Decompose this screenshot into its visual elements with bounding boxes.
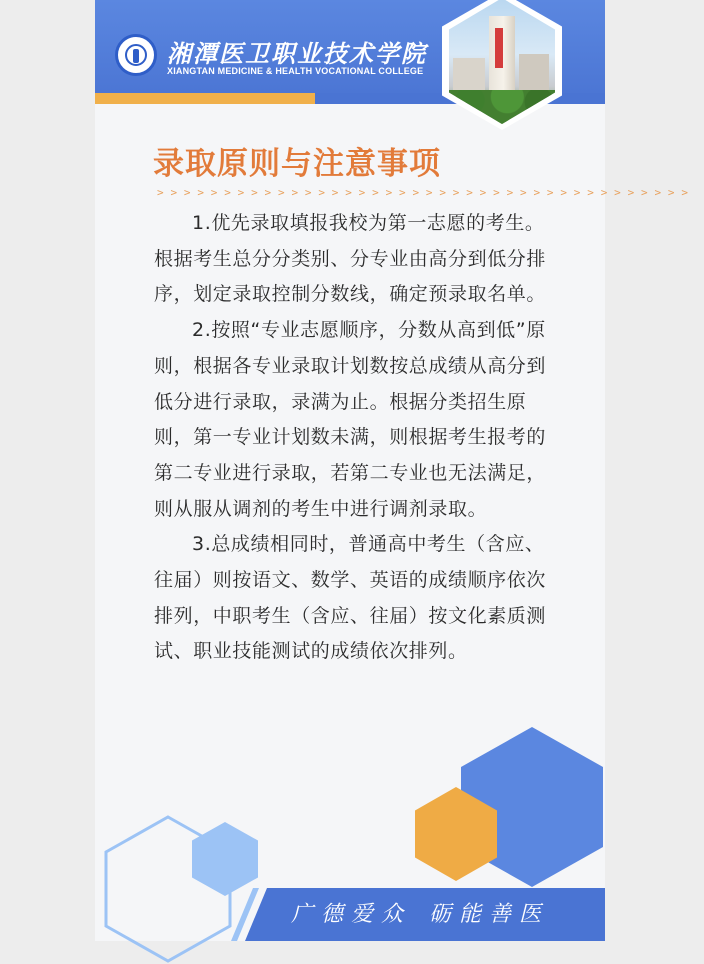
paragraph-3: 3.总成绩相同时，普通高中考生（含应、往届）则按语文、数学、英语的成绩顺序依次排列，中职考生（含应、往届）按文化素质测试、职业技能测试的成绩依次排列。 <box>154 533 547 663</box>
motto-right: 砺能善医 <box>429 902 550 927</box>
college-seal-icon <box>115 34 157 76</box>
paragraph-2: 2.按照“专业志愿顺序，分数从高到低”原则，根据各专业录取计划数按总成绩从高分到低分进行录取，录满为止。根据分类招生原则，第一专业计划数未满，则根据考生报考的第二专业进行录取，若第二专业也无法满足，则从服从调剂的考生中进行调剂录取。 <box>154 319 547 520</box>
paragraph-1: 1.优先录取填报我校为第一志愿的考生。根据考生总分分类别、分专业由高分到低分排序，划定录取控制分数线，确定预录取名单。 <box>154 212 547 306</box>
page-title: 录取原则与注意事项 <box>153 146 441 182</box>
school-name-en: XIANGTAN MEDICINE & HEALTH VOCATIONAL COLLEGE <box>167 66 424 76</box>
motto-left: 广德爱众 <box>291 902 412 927</box>
photo-tower-sign <box>495 28 503 68</box>
poster <box>95 0 689 941</box>
title-divider: > > > > > > > > > > > > > > > > > > > > > > > > > > > > > > > > > > > > > > > > <box>157 186 689 199</box>
school-name-cn: 湘潭医卫职业技术学院 <box>167 39 427 68</box>
school-motto <box>291 897 549 928</box>
article-body <box>154 206 548 670</box>
seal-emblem <box>133 49 139 63</box>
header-orange-stripe <box>95 93 315 104</box>
